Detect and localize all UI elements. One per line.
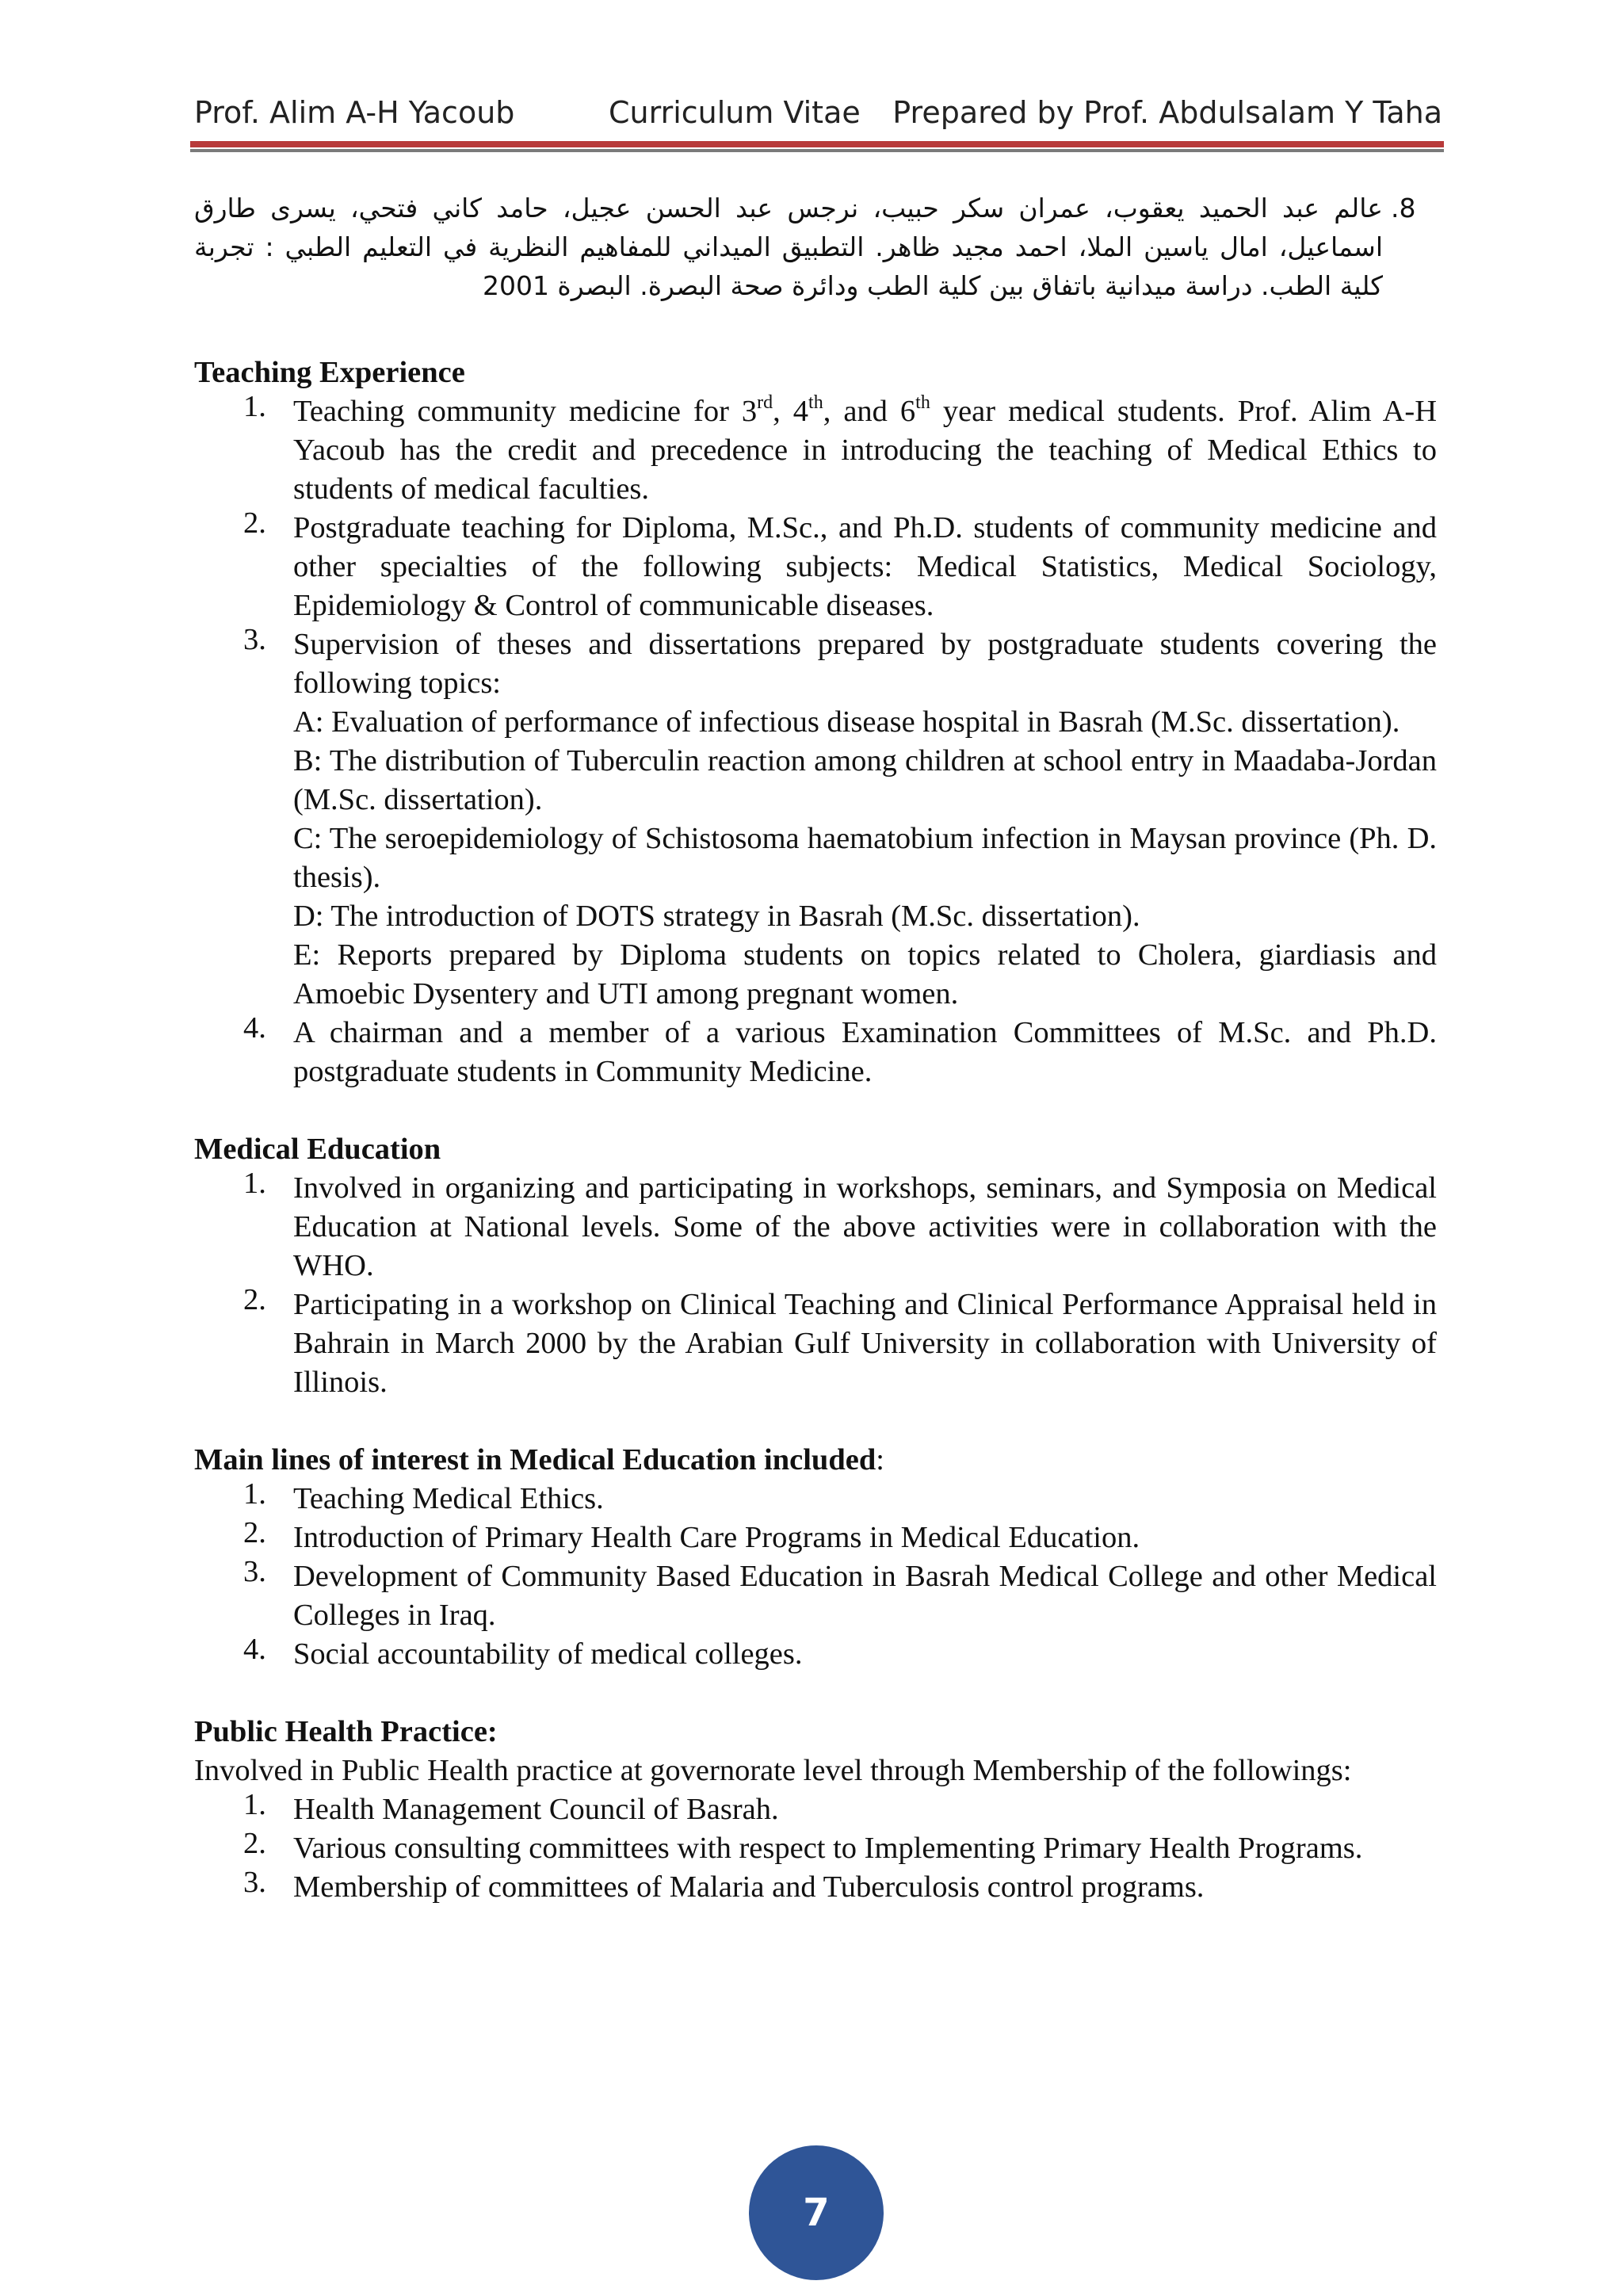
medical-education-item-1 [194,1169,1437,1286]
item-text: Various consulting committees with respect to Implementing Primary Health Programs. [293,1832,1363,1865]
main-lines-title: Main lines of interest in Medical Education included [194,1443,876,1477]
item-text: Membership of committees of Malaria and Tuberculosis control programs. [293,1870,1205,1904]
main-lines-colon: : [876,1443,884,1477]
page-header [194,95,1442,136]
teaching-item-2 [194,506,1437,625]
public-health-item-2 [194,1829,1437,1868]
list-number: 4. [243,1633,266,1666]
item-text: Teaching Medical Ethics. [293,1482,604,1515]
item-text: A chairman and a member of a various Examination Committees of M.Sc. and Ph.D. postgraduate students in Community Medicine. [293,1016,1437,1088]
teaching-item-4 [194,1011,1437,1091]
item-text: Development of Community Based Education in Basrah Medical College and other Medical Colleges in Iraq. [293,1560,1437,1632]
main-lines-item-2 [194,1516,1437,1557]
public-health-item-3 [194,1868,1437,1907]
list-number: 2. [243,1516,266,1549]
superscript: th [808,392,823,414]
item-text: Participating in a workshop on Clinical Teaching and Clinical Performance Appraisal held in Bahrain in March 2000 by the Arabian Gulf University in collaboration with University of Illinois. [293,1288,1437,1399]
item-text: Teaching community medicine for 3 [293,395,758,428]
superscript: th [915,392,930,414]
list-number: 2. [243,1283,266,1316]
topic-c: C: The seroepidemiology of Schistosoma haematobium infection in Maysan province (Ph. D. thesis). [293,822,1437,894]
item-text: Supervision of theses and dissertations prepared by postgraduate students covering the following topics: [293,628,1437,700]
page-number-badge [749,2145,884,2280]
main-lines-item-4 [194,1635,1437,1674]
item-text: , and 6 [823,395,916,428]
teaching-item-1 [194,392,1437,509]
main-content [194,353,1437,1907]
list-number: 1. [243,1477,266,1511]
item-text: Social accountability of medical colleges. [293,1637,803,1671]
list-number: 1. [243,1167,266,1200]
public-health-item-1 [194,1790,1437,1829]
header-title: Curriculum Vitae [609,95,861,130]
main-lines-item-1 [194,1477,1437,1519]
item-text: Health Management Council of Basrah. [293,1793,779,1826]
list-number: 2. [243,506,266,540]
section-title-public-health: Public Health Practice: [194,1715,498,1748]
header-rule-gray [190,149,1444,152]
medical-education-item-2 [194,1283,1437,1402]
item-text: Postgraduate teaching for Diploma, M.Sc., and Ph.D. students of community medicine and other specialties of the following subjects: Medical Statistics, Medical Sociology, Epidemiology & Control of communicable diseases. [293,511,1437,622]
teaching-item-3 [194,625,1437,1014]
arabic-ref-number: .8 [1391,193,1416,223]
header-author: Prof. Alim A-H Yacoub [194,95,515,130]
list-number: 2. [243,1827,266,1860]
topic-d: D: The introduction of DOTS strategy in Basrah (M.Sc. dissertation). [293,900,1140,933]
public-health-intro: Involved in Public Health practice at governorate level through Membership of the followings: [194,1754,1352,1787]
item-text: year medical students. Prof. Alim A-H Yacoub has the credit and precedence in introducing the teaching of Medical Ethics to students of medical faculties. [293,395,1437,506]
topic-e: E: Reports prepared by Diploma students on topics related to Cholera, giardiasis and Amoebic Dysentery and UTI among pregnant women. [293,938,1437,1010]
list-number: 4. [243,1011,266,1045]
section-title-medical-education: Medical Education [194,1133,441,1166]
arabic-reference: عالم عبد الحميد يعقوب، عمران سكر حبيب، نرجس عبد الحسن عجيل، حامد كاني فتحي، يسرى طارق اسماعيل، امال ياسين الملا، احمد مجيد ظاهر. التطبيق الميداني للمفاهيم النظرية في التعليم الطبي : تجربة كلية الطب. دراسة ميدانية باتفاق بين كلية الطب ودائرة صحة البصرة. البصرة 2001 [194,193,1383,301]
list-number: 1. [243,1788,266,1821]
section-title-main-lines [194,1441,1437,1480]
list-number: 3. [243,1866,266,1899]
list-number: 3. [243,623,266,656]
list-number: 1. [243,390,266,423]
section-title-teaching: Teaching Experience [194,356,465,389]
superscript: rd [757,392,773,414]
item-text: , 4 [773,395,809,428]
topic-b: B: The distribution of Tuberculin reaction among children at school entry in Maadaba-Jordan (M.Sc. dissertation). [293,744,1437,816]
item-text: Involved in organizing and participating in workshops, seminars, and Symposia on Medical Education at National levels. Some of the above activities were in collaboration with the WHO. [293,1171,1437,1282]
header-rule-red [190,141,1444,147]
page-number: 7 [803,2191,830,2235]
topic-a: A: Evaluation of performance of infectious disease hospital in Basrah (M.Sc. dissertation). [293,705,1400,739]
item-text: Introduction of Primary Health Care Programs in Medical Education. [293,1521,1140,1554]
main-lines-item-3 [194,1557,1437,1635]
header-preparer: Prepared by Prof. Abdulsalam Y Taha [892,95,1442,130]
list-number: 3. [243,1555,266,1588]
